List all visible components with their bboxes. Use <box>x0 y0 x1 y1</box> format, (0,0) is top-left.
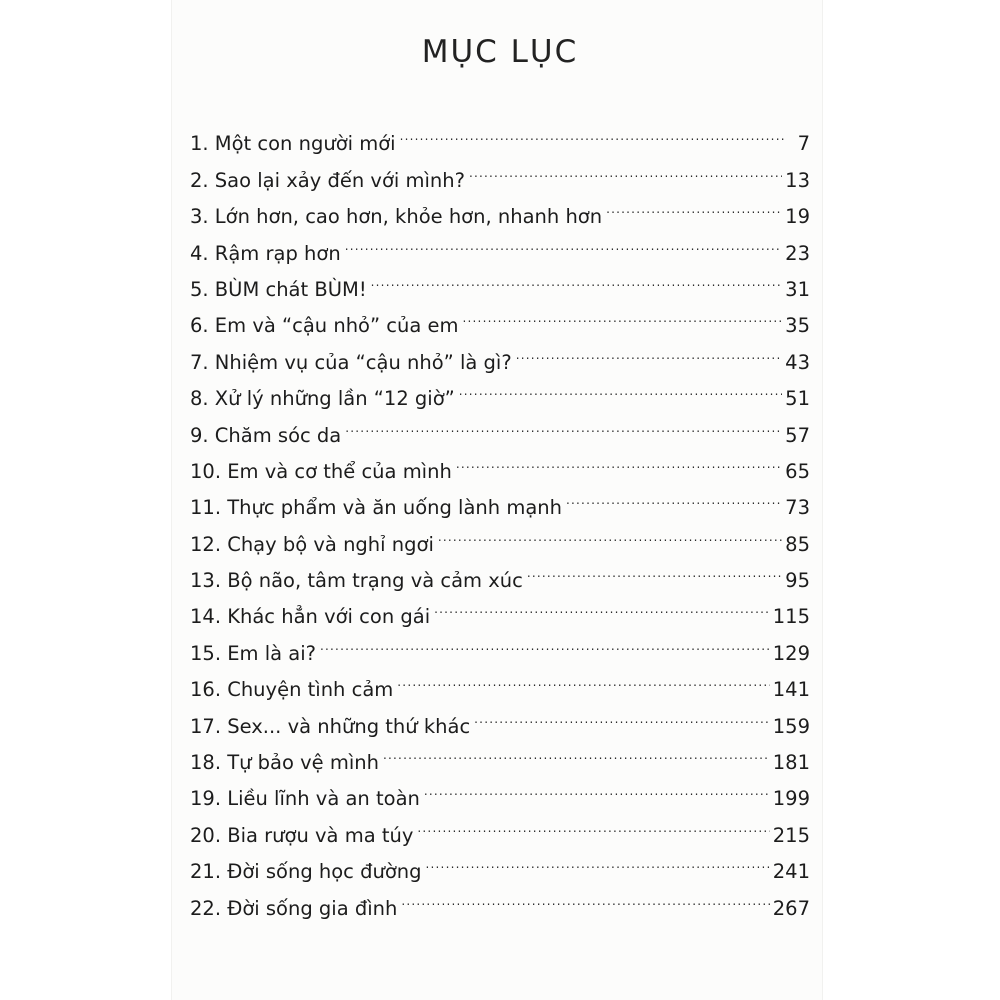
toc-entry-label: 2. Sao lại xảy đến với mình? <box>190 168 465 192</box>
toc-dot-leader <box>401 878 769 914</box>
toc-entry <box>190 114 810 156</box>
toc-dot-leader <box>434 587 770 623</box>
toc-entry-page: 23 <box>785 241 810 265</box>
toc-dot-leader <box>474 696 770 732</box>
toc-entry-page: 181 <box>772 751 810 775</box>
toc-dot-leader <box>345 223 782 259</box>
toc-entry-label: 8. Xử lý những lần “12 giờ” <box>190 387 455 411</box>
page-title: MỤC LỤC <box>421 34 579 70</box>
toc-dot-leader <box>469 150 782 186</box>
toc-entry-label: 15. Em là ai? <box>190 641 317 665</box>
toc-entry-label: 13. Bộ não, tâm trạng và cảm xúc <box>190 569 523 593</box>
toc-entry-label: 1. Một con người mới <box>190 132 396 156</box>
toc-dot-leader <box>456 442 782 478</box>
toc-entry-page: 129 <box>772 641 810 665</box>
toc-entry-label: 9. Chăm sóc da <box>190 423 342 447</box>
toc-entry-label: 16. Chuyện tình cảm <box>190 678 394 702</box>
toc-dot-leader <box>345 405 782 441</box>
toc-entry-page: 13 <box>785 168 810 192</box>
toc-entry-label: 14. Khác hẳn với con gái <box>190 605 431 629</box>
toc-entry-page: 31 <box>785 277 810 301</box>
toc-dot-leader <box>424 769 770 805</box>
toc-entry-page: 85 <box>785 532 810 556</box>
toc-entry-label: 6. Em và “cậu nhỏ” của em <box>190 314 459 338</box>
toc-dot-leader <box>516 332 782 368</box>
toc-entry-page: 65 <box>785 459 810 483</box>
toc-dot-leader <box>606 187 782 223</box>
toc-entry-label: 20. Bia rượu và ma túy <box>190 823 414 847</box>
toc-dot-leader <box>320 623 770 659</box>
toc-dot-leader <box>527 551 782 587</box>
toc-entry-page: 159 <box>772 714 810 738</box>
toc-dot-leader <box>459 369 782 405</box>
toc-entry-label: 5. BÙM chát BÙM! <box>190 277 367 301</box>
toc-entry-page: 241 <box>772 860 810 884</box>
toc-entry-page: 95 <box>785 569 810 593</box>
table-of-contents <box>190 114 810 920</box>
toc-dot-leader <box>397 660 769 696</box>
toc-entry-label: 11. Thực phẩm và ăn uống lành mạnh <box>190 496 563 520</box>
toc-entry-label: 4. Rậm rạp hơn <box>190 241 341 265</box>
toc-entry-page: 199 <box>772 787 810 811</box>
toc-entry-label: 19. Liều lĩnh và an toàn <box>190 787 420 811</box>
toc-dot-leader <box>463 296 783 332</box>
toc-entry-page: 57 <box>785 423 810 447</box>
toc-dot-leader <box>371 260 783 296</box>
toc-entry-page: 115 <box>772 605 810 629</box>
toc-dot-leader <box>438 514 782 550</box>
toc-entry-page: 43 <box>785 350 810 374</box>
toc-entry-label: 10. Em và cơ thể của mình <box>190 459 452 483</box>
toc-entry-page: 51 <box>785 387 810 411</box>
toc-dot-leader <box>566 478 782 514</box>
toc-entry-page: 19 <box>785 205 810 229</box>
toc-dot-leader <box>383 733 770 769</box>
toc-entry-page: 267 <box>772 896 810 920</box>
toc-entry-label: 21. Đời sống học đường <box>190 860 422 884</box>
toc-dot-leader <box>400 114 787 150</box>
toc-entry-page: 7 <box>797 132 810 156</box>
toc-entry-label: 22. Đời sống gia đình <box>190 896 398 920</box>
toc-entry-label: 18. Tự bảo vệ mình <box>190 751 380 775</box>
toc-dot-leader <box>417 805 769 841</box>
toc-entry-page: 35 <box>785 314 810 338</box>
toc-entry-label: 7. Nhiệm vụ của “cậu nhỏ” là gì? <box>190 350 512 374</box>
toc-entry-label: 17. Sex... và những thứ khác <box>190 714 471 738</box>
toc-entry-label: 3. Lớn hơn, cao hơn, khỏe hơn, nhanh hơn <box>190 205 603 229</box>
toc-entry-page: 141 <box>772 678 810 702</box>
toc-dot-leader <box>426 842 770 878</box>
toc-entry-page: 73 <box>785 496 810 520</box>
toc-entry-label: 12. Chạy bộ và nghỉ ngơi <box>190 532 434 556</box>
toc-entry-page: 215 <box>772 823 810 847</box>
